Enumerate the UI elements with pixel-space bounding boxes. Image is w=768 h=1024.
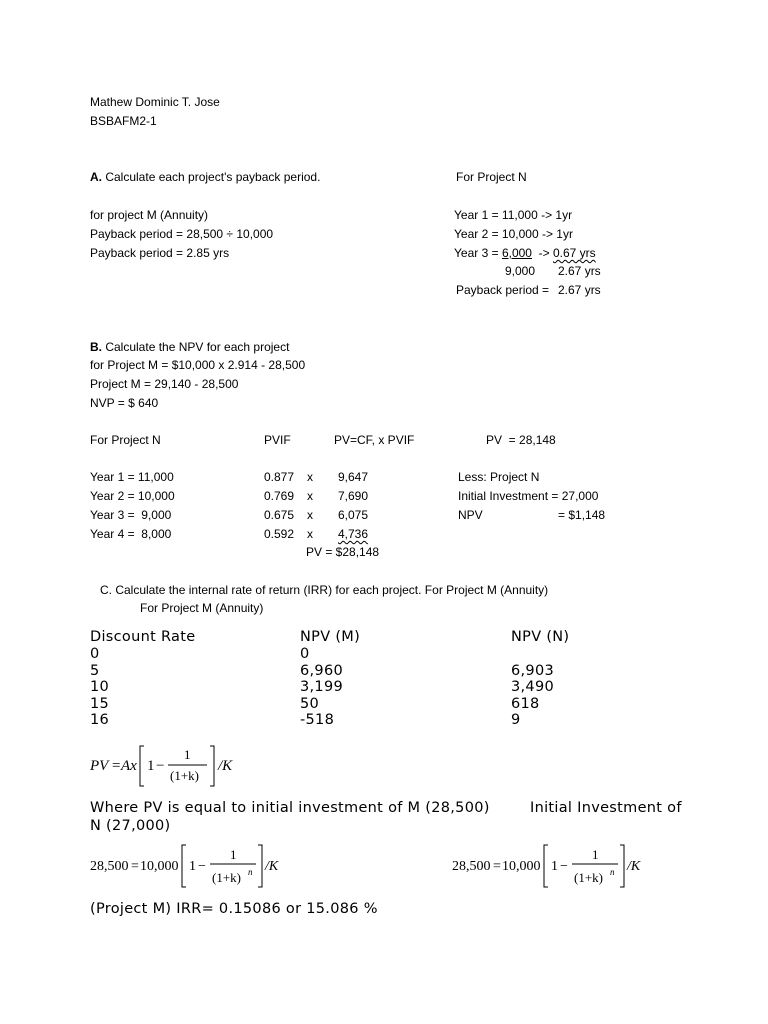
npv-m-line-2: Project M = 29,140 - 28,500 xyxy=(90,377,239,391)
project-n-year-1: Year 1 = 11,000 -> 1yr xyxy=(454,208,573,222)
section-code: BSBAFM2-1 xyxy=(90,114,157,128)
npv-n-row-x: x xyxy=(307,470,313,484)
formula-num: 1 xyxy=(592,847,599,862)
formula-lhs: 28,500 xyxy=(90,859,129,874)
irr-npv-m: 0 xyxy=(300,646,310,662)
npv-n-row-year: Year 3 = 9,000 xyxy=(90,508,172,522)
formula-a: 10,000 xyxy=(502,859,541,874)
formula-bracket-left xyxy=(140,746,144,786)
npv-n-label: NPV xyxy=(458,508,483,522)
formula-num: 1 xyxy=(230,847,237,862)
irr-npv-n: 618 xyxy=(511,696,540,712)
npv-n-row-x: x xyxy=(307,527,313,541)
irr-npv-n: 6,903 xyxy=(511,663,555,679)
less-project-n: Less: Project N xyxy=(458,470,540,484)
formula-bracket-left xyxy=(182,845,186,887)
project-n-year-3 xyxy=(454,246,596,261)
year-3-total: 2.67 yrs xyxy=(558,264,601,278)
formula-den: (1+k) xyxy=(212,870,241,885)
irr-rate: 5 xyxy=(90,663,100,679)
project-n-year-2: Year 2 = 10,000 -> 1yr xyxy=(454,227,573,241)
question-b-text: Calculate the NPV for each project xyxy=(102,340,290,354)
irr-npv-m: 3,199 xyxy=(300,679,344,695)
formula-bracket-right xyxy=(258,845,262,887)
question-c-subtitle: For Project M (Annuity) xyxy=(140,601,264,615)
npv-m-line-3: NVP = $ 640 xyxy=(90,396,159,410)
question-a-label: A. xyxy=(90,170,102,184)
initial-investment-n: Initial Investment = 27,000 xyxy=(458,489,599,503)
npv-n-row-pv: 4,736 xyxy=(338,527,369,541)
question-c: C. Calculate the internal rate of return (IRR) for each project. For Project M (Annuity) xyxy=(100,583,549,597)
author-name: Mathew Dominic T. Jose xyxy=(90,95,220,109)
formula-tail: /K xyxy=(265,859,279,874)
project-n-payback-value: 2.67 yrs xyxy=(558,283,601,297)
irr-rate: 10 xyxy=(90,679,110,695)
year-3-prefix: Year 3 = xyxy=(454,246,502,260)
formula-a: 10,000 xyxy=(140,859,179,874)
irr-rate: 15 xyxy=(90,696,110,712)
formula-den: (1+k) xyxy=(574,870,603,885)
irr-formula-n xyxy=(450,842,650,890)
project-m-payback-line-1: for project M (Annuity) xyxy=(90,208,209,222)
project-m-payback-line-3: Payback period = 2.85 yrs xyxy=(90,246,230,260)
project-n-payback-label: Payback period = xyxy=(456,283,550,297)
initial-investment-of-text: Initial Investment of xyxy=(530,800,682,816)
npv-n-row-pvif: 0.769 xyxy=(264,489,295,503)
npv-n-row-pv: 9,647 xyxy=(338,470,369,484)
formula-one: 1 xyxy=(189,859,196,874)
formula-bracket-left xyxy=(544,845,548,887)
formula-bracket-right xyxy=(620,845,624,887)
irr-rate: 0 xyxy=(90,646,100,662)
question-b-label: B. xyxy=(90,340,102,354)
npv-n-header-pv-total: PV = 28,148 xyxy=(486,433,556,447)
formula-eq: = xyxy=(131,859,139,874)
formula-num: 1 xyxy=(184,747,191,762)
formula-tail: /K xyxy=(218,758,233,774)
npv-n-row-year: Year 4 = 8,000 xyxy=(90,527,172,541)
npv-n-row-year: Year 1 = 11,000 xyxy=(90,470,174,484)
irr-header-npv-n: NPV (N) xyxy=(511,629,570,645)
npv-n-row-pvif: 0.877 xyxy=(264,470,295,484)
npv-n-header-pv: PV=CF, x PVIF xyxy=(334,433,415,447)
npv-n-row-pvif: 0.592 xyxy=(264,527,295,541)
irr-header-npv-m: NPV (M) xyxy=(300,629,361,645)
formula-minus: − xyxy=(198,859,206,874)
formula-one: 1 xyxy=(551,859,558,874)
irr-result: (Project M) IRR= 0.15086 or 15.086 % xyxy=(90,901,378,917)
npv-n-pv-sum: PV = $28,148 xyxy=(306,545,380,559)
question-a xyxy=(90,170,320,185)
year-3-result: 0.67 yrs xyxy=(552,246,596,260)
year-3-numerator: 6,000 xyxy=(501,246,532,260)
formula-den: (1+k) xyxy=(170,768,199,783)
npv-n-row-x: x xyxy=(307,489,313,503)
formula-tail: /K xyxy=(627,859,641,874)
irr-npv-n: 3,490 xyxy=(511,679,555,695)
project-n-title: For Project N xyxy=(456,170,527,184)
formula-minus: − xyxy=(156,758,165,774)
irr-npv-m: 50 xyxy=(300,696,320,712)
formula-lhs: PV xyxy=(90,758,109,774)
formula-eq: = xyxy=(493,859,501,874)
irr-npv-n: 9 xyxy=(511,712,521,728)
npv-n-value: = $1,148 xyxy=(558,508,606,522)
irr-formula-m xyxy=(88,842,288,890)
npv-n-row-x: x xyxy=(307,508,313,522)
formula-exp: n xyxy=(610,867,615,877)
npv-m-line-1: for Project M = $10,000 x 2.914 - 28,500 xyxy=(90,358,306,372)
npv-n-row-pv: 6,075 xyxy=(338,508,369,522)
irr-header-rate: Discount Rate xyxy=(90,629,196,645)
npv-n-header-pvif: PVIF xyxy=(264,433,291,447)
npv-n-header-project: For Project N xyxy=(90,433,161,447)
pv-annuity-formula xyxy=(88,742,248,790)
formula-a: Ax xyxy=(121,758,137,774)
initial-investment-n-text: N (27,000) xyxy=(90,818,171,834)
formula-lhs: 28,500 xyxy=(452,859,491,874)
formula-one: 1 xyxy=(147,758,155,774)
formula-minus: − xyxy=(560,859,568,874)
npv-n-row-year: Year 2 = 10,000 xyxy=(90,489,175,503)
formula-exp: n xyxy=(248,867,253,877)
project-m-payback-line-2: Payback period = 28,500 ÷ 10,000 xyxy=(90,227,274,241)
year-3-denominator: 9,000 xyxy=(505,264,536,278)
npv-n-row-pv: 7,690 xyxy=(338,489,369,503)
year-3-arrow: -> xyxy=(531,246,553,260)
formula-bracket-right xyxy=(210,746,214,786)
irr-npv-m: -518 xyxy=(300,712,335,728)
npv-n-row-pvif: 0.675 xyxy=(264,508,295,522)
formula-eq: = xyxy=(112,758,121,774)
where-pv-text: Where PV is equal to initial investment of M (28,500) xyxy=(90,800,490,816)
irr-npv-m: 6,960 xyxy=(300,663,344,679)
question-b xyxy=(90,340,289,355)
question-a-text: Calculate each project's payback period. xyxy=(102,170,321,184)
irr-rate: 16 xyxy=(90,712,110,728)
